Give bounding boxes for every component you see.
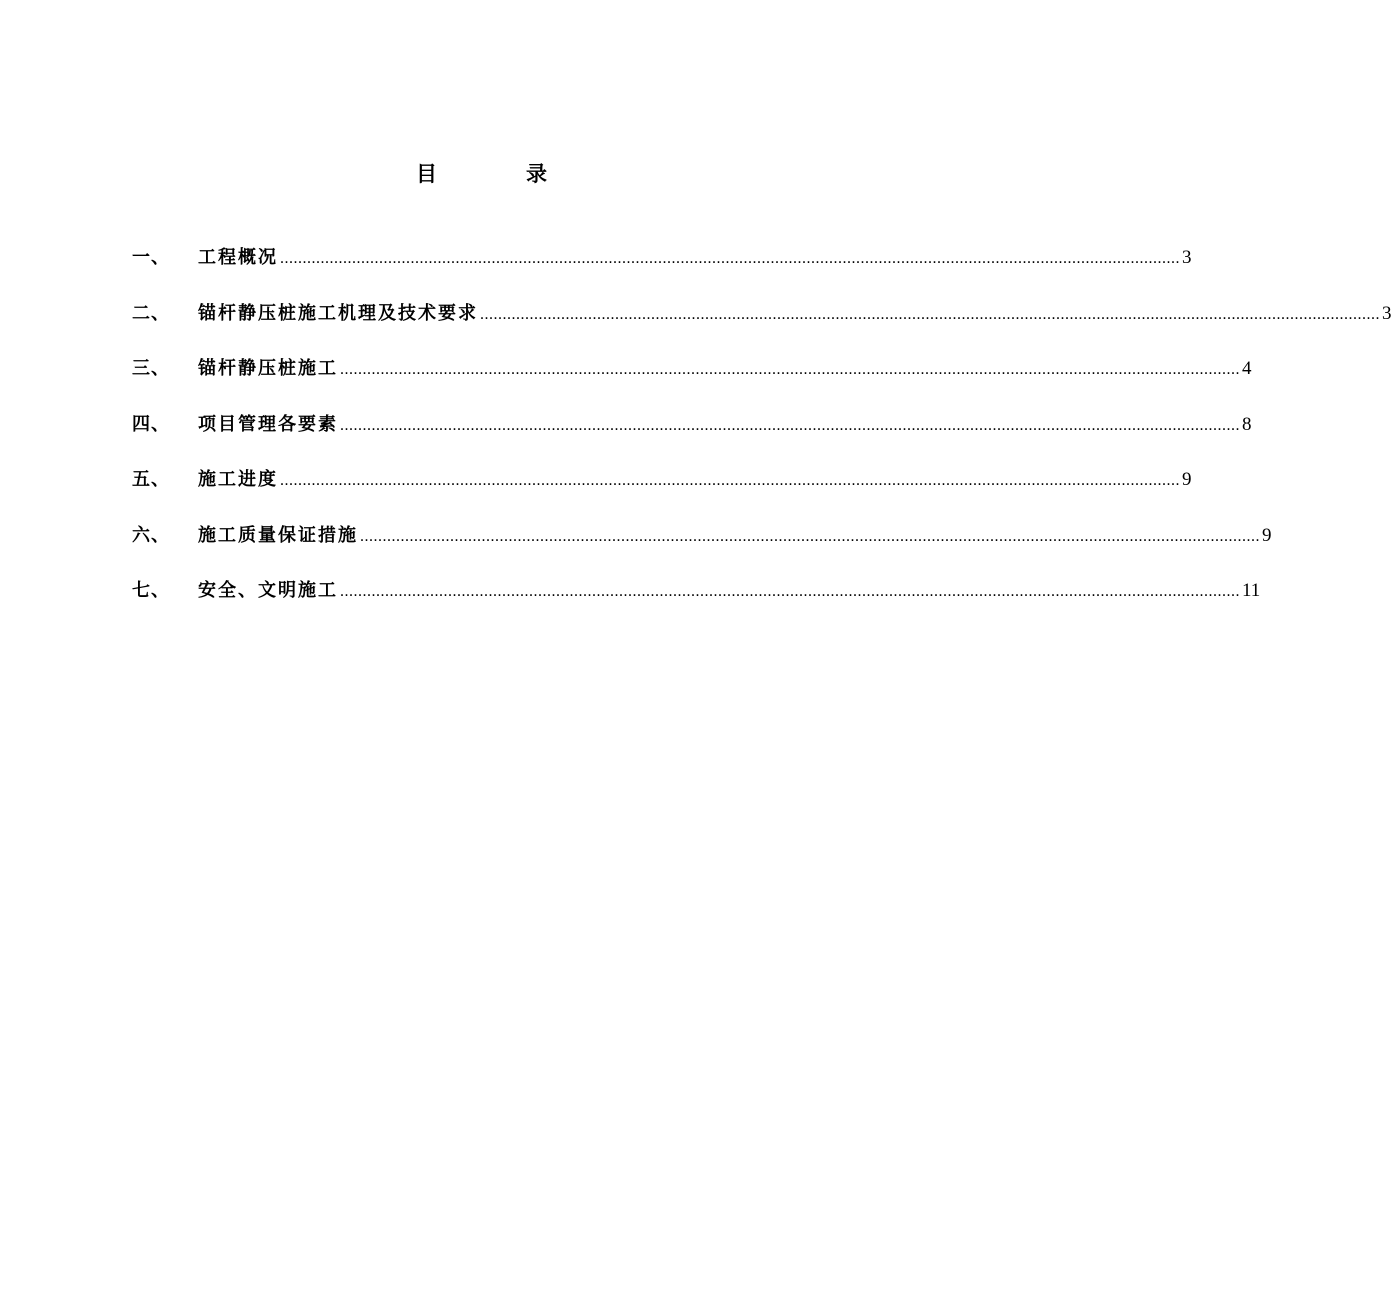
toc-entry-number: 三、	[132, 358, 170, 379]
toc-entry-page: 9	[1182, 469, 1192, 490]
toc-entry-title: 工程概况	[198, 247, 278, 268]
toc-entry-number: 一、	[132, 247, 170, 268]
toc-entry-7[interactable]	[132, 576, 1261, 632]
toc-entry-title: 锚杆静压桩施工机理及技术要求	[198, 302, 478, 324]
toc-dot-leader: ........................................................................................................................................................................................................	[280, 472, 1180, 489]
table-of-contents	[132, 243, 1392, 632]
toc-entry-number: 六、	[132, 524, 170, 546]
toc-dot-leader: ........................................................................................................................................................................................................	[280, 250, 1180, 267]
toc-dot-leader: ........................................................................................................................................................................................................	[340, 416, 1240, 434]
toc-dot-leader: ........................................................................................................................................................................................................	[360, 527, 1260, 545]
toc-entry-title: 项目管理各要素	[198, 413, 338, 435]
toc-entry-2[interactable]	[132, 299, 1392, 355]
toc-dot-leader: ........................................................................................................................................................................................................	[340, 361, 1240, 378]
toc-entry-page: 9	[1262, 524, 1272, 546]
toc-dot-leader: ........................................................................................................................................................................................................	[480, 305, 1380, 323]
toc-title-char-2: 录	[526, 162, 547, 186]
toc-entry-page: 3	[1382, 302, 1392, 324]
toc-entry-1[interactable]	[132, 243, 1192, 299]
toc-entry-title: 锚杆静压桩施工	[198, 358, 338, 379]
toc-entry-number: 七、	[132, 580, 170, 601]
toc-title-char-1: 目	[416, 162, 437, 186]
toc-entry-title: 施工进度	[198, 469, 278, 490]
toc-entry-title: 施工质量保证措施	[198, 524, 358, 546]
toc-entry-number: 二、	[132, 302, 170, 324]
toc-entry-title: 安全、文明施工	[198, 580, 338, 601]
toc-entry-4[interactable]	[132, 410, 1252, 466]
toc-entry-page: 3	[1182, 247, 1192, 268]
toc-entry-3[interactable]	[132, 354, 1252, 410]
toc-dot-leader: ........................................................................................................................................................................................................	[340, 583, 1240, 600]
toc-entry-page: 8	[1242, 413, 1252, 435]
toc-title	[0, 158, 920, 190]
toc-entry-number: 五、	[132, 469, 170, 490]
toc-entry-6[interactable]	[132, 521, 1272, 577]
toc-entry-page: 4	[1242, 358, 1252, 379]
toc-entry-page: 11	[1242, 580, 1261, 601]
toc-entry-5[interactable]	[132, 465, 1192, 521]
toc-entry-number: 四、	[132, 413, 170, 435]
